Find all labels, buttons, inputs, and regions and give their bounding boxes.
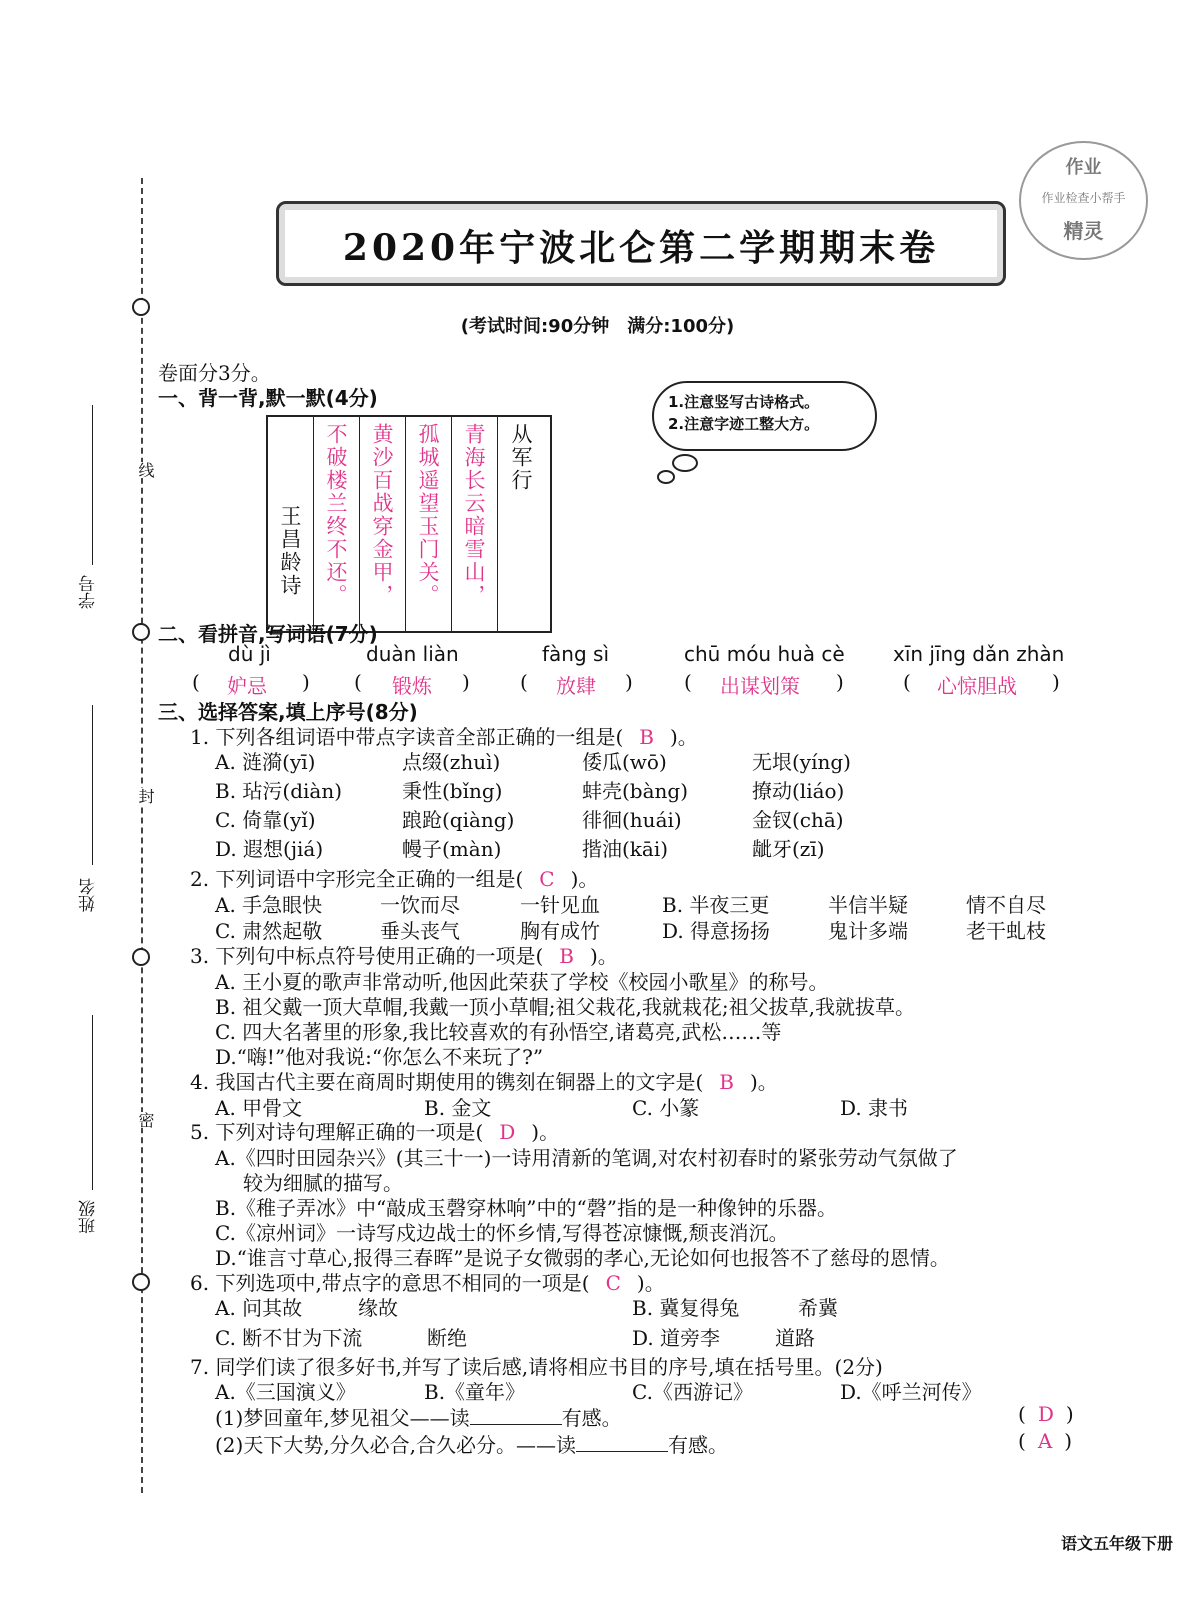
q3-option-b: B. 祖父戴一顶大草帽,我戴一顶小草帽;祖父栽花,我就栽花;祖父拔草,我就拔草。 <box>215 995 915 1019</box>
answer-word-4: 出谋划策 <box>720 674 800 698</box>
poem-line-2: 孤城遥望玉门关。 <box>406 417 452 631</box>
q7-item-1-answer-box: ( D ) <box>1018 1402 1074 1426</box>
q6-option: 断绝 <box>427 1326 467 1350</box>
q1-option: 撩动(liáo) <box>752 779 845 803</box>
q1-option: 蚌壳(bàng) <box>582 779 689 803</box>
q6-answer: C <box>605 1271 621 1295</box>
paren-close: ) <box>462 670 470 694</box>
q4-option-a: A. 甲骨文 <box>215 1096 303 1120</box>
pinyin-2: duàn liàn <box>366 642 459 666</box>
poem-line-1: 青海长云暗雪山， <box>452 417 498 631</box>
q7-blank-2 <box>576 1451 668 1452</box>
xingming-line <box>92 705 93 865</box>
q7-item-2-answer-box: ( A ) <box>1018 1429 1073 1453</box>
q7-answer-2: A <box>1037 1429 1053 1453</box>
cloud-bubble <box>672 454 698 472</box>
binding-dashed-line <box>141 178 143 1493</box>
q1-option: D. 遐想(jiá) <box>215 837 324 861</box>
q7-book-b: B.《童年》 <box>424 1380 526 1404</box>
q4-option-d: D. 隶书 <box>840 1096 909 1120</box>
q7-item-1: (1)梦回童年,梦见祖父——读 有感。 <box>215 1406 622 1430</box>
tip-line-2: 2.注意字迹工整大方。 <box>668 415 820 433</box>
q1-option: 幔子(màn) <box>402 837 502 861</box>
q1-option: 龇牙(zī) <box>752 837 825 861</box>
q2-option: 老干虬枝 <box>966 919 1046 943</box>
q4-stem: 4. 我国古代主要在商周时期使用的镌刻在铜器上的文字是( B )。 <box>190 1070 778 1094</box>
q2-option: C. 肃然起敬 <box>215 919 323 943</box>
q7-book-a: A.《三国演义》 <box>215 1380 356 1404</box>
binding-ring <box>132 1273 150 1291</box>
section2-heading: 二、看拼音,写词语(7分) <box>158 622 378 646</box>
binding-word-mi: 密 <box>136 1112 155 1128</box>
answer-word-5: 心惊胆战 <box>937 674 1017 698</box>
q2-option: D. 得意扬扬 <box>662 919 771 943</box>
banji-line <box>92 1015 93 1190</box>
q1-stem: 1. 下列各组词语中带点字读音全部正确的一组是( B )。 <box>190 725 698 749</box>
q2-option: 鬼计多端 <box>828 919 908 943</box>
q1-option: 金钗(chā) <box>752 808 844 832</box>
paren-close: ) <box>836 670 844 694</box>
binding-word-xian: 线 <box>136 462 155 478</box>
q2-stem: 2. 下列词语中字形完全正确的一组是( C )。 <box>190 867 599 891</box>
q6-option: A. 问其故 <box>215 1296 303 1320</box>
q2-option: 半信半疑 <box>828 893 908 917</box>
paren-close: ) <box>1052 670 1060 694</box>
q1-option: 揩油(kāi) <box>582 837 669 861</box>
paren-open: ( <box>520 670 528 694</box>
q3-stem: 3. 下列句中标点符号使用正确的一项是( B )。 <box>190 944 618 968</box>
q6-stem: 6. 下列选项中,带点字的意思不相同的一项是( C )。 <box>190 1271 665 1295</box>
q6-option: B. 冀复得兔 <box>632 1296 740 1320</box>
q1-option: 点缀(zhuì) <box>402 750 501 774</box>
answer-word-3: 放肆 <box>556 674 596 698</box>
q5-stem: 5. 下列对诗句理解正确的一项是( D )。 <box>190 1120 560 1144</box>
binding-word-feng: 封 <box>136 788 155 804</box>
q6-option: 希冀 <box>798 1296 838 1320</box>
footer-label: 语文五年级下册 <box>1060 1534 1173 1553</box>
q5-option-a-cont: 较为细腻的描写。 <box>243 1171 403 1195</box>
binding-ring <box>132 623 150 641</box>
cloud-bubble <box>657 470 675 484</box>
q5-option-b: B.《稚子弄冰》中“敲成玉磬穿林响”中的“磬”指的是一种像钟的乐器。 <box>215 1196 837 1220</box>
q3-option-c: C. 四大名著里的形象,我比较喜欢的有孙悟空,诸葛亮,武松……等 <box>215 1020 782 1044</box>
q2-option: A. 手急眼快 <box>215 893 323 917</box>
xuehao-label: 学号 <box>79 575 99 609</box>
score-note: 卷面分3分。 <box>158 361 271 385</box>
xuehao-line <box>92 405 93 565</box>
title-banner <box>276 201 1006 286</box>
q2-option: 一饮而尽 <box>380 893 460 917</box>
paren-close: ) <box>302 670 310 694</box>
q4-answer: B <box>719 1070 734 1094</box>
q1-option: 秉性(bǐng) <box>402 779 503 803</box>
q5-option-c: C.《凉州词》一诗写戍边战士的怀乡情,写得苍凉慷慨,颓丧消沉。 <box>215 1221 789 1245</box>
page-title: 2020年宁波北仑第二学期期末卷 <box>342 227 940 269</box>
q2-answer: C <box>539 867 555 891</box>
q6-option: D. 道旁李 <box>632 1326 721 1350</box>
q7-book-c: C.《西游记》 <box>632 1380 753 1404</box>
q1-answer: B <box>639 725 654 749</box>
q1-option: 倭瓜(wō) <box>582 750 667 774</box>
pinyin-1: dù jì <box>228 642 271 666</box>
q4-option-c: C. 小篆 <box>632 1096 700 1120</box>
q1-option: A. 涟漪(yī) <box>215 750 316 774</box>
q7-book-d: D.《呼兰河传》 <box>840 1380 982 1404</box>
poem-line-4: 不破楼兰终不还。 <box>314 417 360 631</box>
q3-answer: B <box>559 944 574 968</box>
stamp-middle: 作业检查小帮手 <box>1041 191 1126 205</box>
q4-option-b: B. 金文 <box>424 1096 492 1120</box>
tip-cloud <box>652 381 877 451</box>
q6-option: 缘故 <box>358 1296 398 1320</box>
q5-answer: D <box>499 1120 516 1144</box>
tip-line-1: 1.注意竖写古诗格式。 <box>668 393 820 411</box>
q1-option: B. 玷污(diàn) <box>215 779 343 803</box>
q6-option: 道路 <box>775 1326 815 1350</box>
xingming-label: 姓名 <box>79 878 99 912</box>
banji-label: 班级 <box>79 1200 99 1234</box>
q2-option: 情不自尽 <box>966 893 1046 917</box>
q7-answer-1: D <box>1037 1402 1054 1426</box>
q2-option: 垂头丧气 <box>380 919 460 943</box>
pinyin-4: chū móu huà cè <box>684 642 845 666</box>
paren-open: ( <box>684 670 692 694</box>
answer-word-2: 锻炼 <box>392 674 432 698</box>
q7-blank-1 <box>470 1424 562 1425</box>
poem-title: 从军行 <box>509 423 533 492</box>
poem-author: 王昌龄诗 <box>268 417 314 631</box>
q1-option: 踉跄(qiàng) <box>402 808 515 832</box>
stamp-top: 作业 <box>1065 157 1102 178</box>
q1-option: 无垠(yíng) <box>752 750 851 774</box>
homework-elf-stamp <box>1019 141 1148 260</box>
q1-option: C. 倚靠(yǐ) <box>215 808 316 832</box>
answer-word-1: 妒忌 <box>227 674 267 698</box>
paren-open: ( <box>192 670 200 694</box>
pinyin-3: fàng sì <box>542 642 610 666</box>
q7-stem: 7. 同学们读了很多好书,并写了读后感,请将相应书目的序号,填在括号里。(2分) <box>190 1355 883 1379</box>
stamp-bottom: 精灵 <box>1063 219 1104 243</box>
binding-ring <box>132 948 150 966</box>
poem-line-3: 黄沙百战穿金甲， <box>360 417 406 631</box>
q2-option: 一针见血 <box>520 893 600 917</box>
q3-option-d: D.“嗨!”他对我说:“你怎么不来玩了?” <box>215 1045 544 1069</box>
q5-option-a: A.《四时田园杂兴》(其三十一)一诗用清新的笔调,对农村初春时的紧张劳动气氛做了 <box>215 1146 958 1170</box>
pinyin-5: xīn jīng dǎn zhàn <box>893 642 1065 666</box>
q1-option: 徘徊(huái) <box>582 808 682 832</box>
q2-option: B. 半夜三更 <box>662 893 770 917</box>
section1-heading: 一、背一背,默一默(4分) <box>158 386 378 410</box>
section3-heading: 三、选择答案,填上序号(8分) <box>158 700 418 724</box>
q3-option-a: A. 王小夏的歌声非常动听,他因此荣获了学校《校园小歌星》的称号。 <box>215 970 829 994</box>
q7-item-2: (2)天下大势,分久必合,合久必分。——读 有感。 <box>215 1433 729 1457</box>
paren-open: ( <box>903 670 911 694</box>
q6-option: C. 断不甘为下流 <box>215 1326 363 1350</box>
paren-close: ) <box>625 670 633 694</box>
q2-option: 胸有成竹 <box>520 919 600 943</box>
exam-info: (考试时间:90分钟 满分:100分) <box>460 316 735 337</box>
poem-grid <box>266 415 552 633</box>
q5-option-d: D.“谁言寸草心,报得三春晖”是说子女微弱的孝心,无论如何也报答不了慈母的恩情。 <box>215 1246 950 1270</box>
paren-open: ( <box>354 670 362 694</box>
